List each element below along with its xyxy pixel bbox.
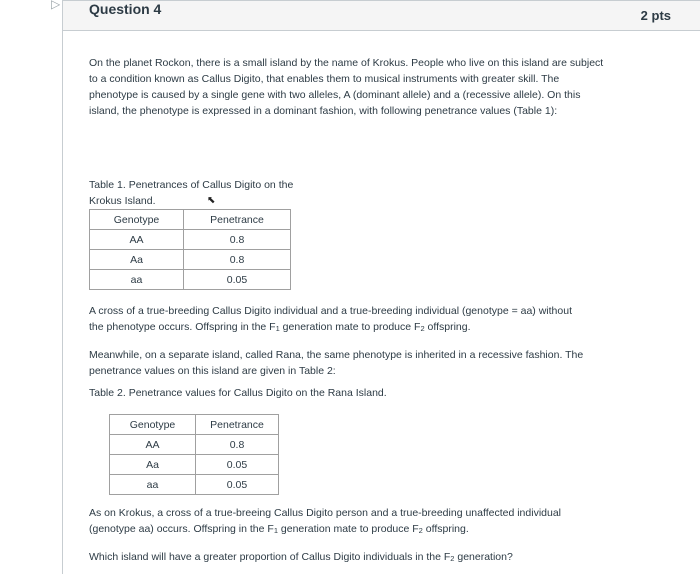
table-row <box>90 250 291 270</box>
subscript: 2 <box>420 324 425 333</box>
text-span: generation mate to produce F <box>279 321 421 333</box>
subscript: 2 <box>418 526 423 535</box>
table-cell: Aa <box>90 250 184 270</box>
cross1-paragraph <box>89 303 579 335</box>
text-span: Which island will have a greater proportion of Callus Digito individuals in the F <box>89 551 451 563</box>
table-cell: 0.8 <box>184 250 291 270</box>
table-row <box>90 270 291 290</box>
question-prompt <box>89 549 599 565</box>
question-points: 2 pts <box>640 8 671 23</box>
table-row <box>90 230 291 250</box>
subscript: 2 <box>450 554 455 563</box>
question-card <box>51 0 700 574</box>
table-cell: 0.05 <box>184 270 291 290</box>
table-cell: Aa <box>110 455 196 475</box>
text-span: As on Krokus, a cross of a true-breeing Callus Digito person and a true-breeding unaffected individual (genotype aa) occurs. Offspring in the F <box>89 507 561 535</box>
table-cell: 0.8 <box>184 230 291 250</box>
table-cell: aa <box>90 270 184 290</box>
bookmark-icon[interactable]: ▷ <box>51 0 61 11</box>
table-header-cell: Genotype <box>110 415 196 435</box>
table-row <box>110 435 279 455</box>
table1 <box>89 209 291 290</box>
table-cell: AA <box>110 435 196 455</box>
table-row <box>110 475 279 495</box>
text-span: offspring. <box>424 321 471 333</box>
table-header-cell: Penetrance <box>196 415 279 435</box>
table-cell: 0.8 <box>196 435 279 455</box>
question-header <box>51 0 700 31</box>
table-header-cell: Genotype <box>90 210 184 230</box>
table-header-cell: Penetrance <box>184 210 291 230</box>
cross2-paragraph <box>89 505 599 537</box>
table2 <box>109 414 279 495</box>
table-header-row <box>110 415 279 435</box>
table-header-row <box>90 210 291 230</box>
table1-caption: Table 1. Penetrances of Callus Digito on the Krokus Island. <box>89 179 294 207</box>
table-cell: 0.05 <box>196 475 279 495</box>
text-span: generation? <box>454 551 513 563</box>
subscript: 1 <box>275 324 280 333</box>
table-cell: AA <box>90 230 184 250</box>
question-title: Question 4 <box>89 1 162 17</box>
text-span: offspring. <box>422 523 469 535</box>
table-cell: aa <box>110 475 196 495</box>
subscript: 1 <box>273 526 278 535</box>
table-cell: 0.05 <box>196 455 279 475</box>
intro-paragraph: On the planet Rockon, there is a small island by the name of Krokus. People who live on this island are subject to a condition known as Callus Digito, that enables them to musical instruments with greater skill. The phenotype is caused by a single gene with two alleles, A (dominant allele) and a (recessive allele). On this island, the phenotype is expressed in a dominant fashion, with following penetrance values (Table 1): <box>89 57 604 117</box>
table-row <box>110 455 279 475</box>
table2-caption: Table 2. Penetrance values for Callus Digito on the Rana Island. <box>89 387 387 399</box>
text-span: generation mate to produce F <box>278 523 419 535</box>
rana-paragraph: Meanwhile, on a separate island, called Rana, the same phenotype is inherited in a recessive fashion. The penetrance values on this island are given in Table 2: <box>89 349 584 377</box>
text-span: A cross of a true-breeding Callus Digito individual and a true-breeding individual (genotype = aa) without the phenotype occurs. Offspring in the F <box>89 305 572 333</box>
mouse-cursor-icon: ⬉ <box>207 195 216 206</box>
